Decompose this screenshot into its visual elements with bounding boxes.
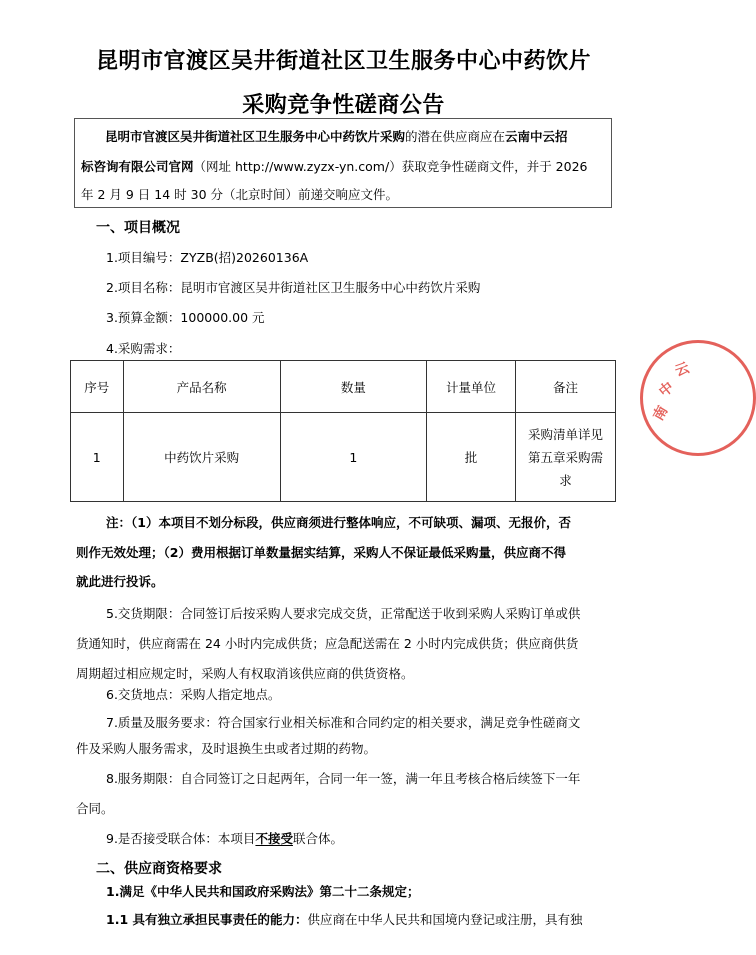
section-heading-overview: 一、项目概况 [96,220,180,236]
procurement-needs-label: 4.采购需求： [106,341,181,356]
quality-line1: 7.质量及服务要求：符合国家行业相关标准和合同约定的相关要求，满足竞争性磋商文 [106,715,581,730]
delivery-period-line1: 5.交货期限：合同签订后按采购人要求完成交货，正常配送于收到采购人采购订单或供 [106,606,581,621]
header-unit: 计量单位 [427,361,516,413]
notice-box [74,118,612,208]
quality-line2: 件及采购人服务需求，及时退换生虫或者过期的药物。 [76,741,377,756]
cell-qty: 1 [280,413,426,502]
cell-remark [516,413,616,502]
cell-unit: 批 [427,413,516,502]
notice-line1 [105,127,568,145]
notice-agency-site: 标咨询有限公司官网 [81,159,194,174]
notice-project-name: 昆明市官渡区吴井街道社区卫生服务中心中药饮片采购 [105,129,406,144]
document-title-line2: 采购竞争性磋商公告 [242,93,445,118]
seal-char: 南 [650,403,672,424]
header-remark: 备注 [516,361,616,413]
consortium-line [106,829,343,847]
delivery-period-line3: 周期超过相应规定时，采购人有权取消该供应商的供货资格。 [76,666,414,681]
consortium-post: 联合体。 [292,831,343,846]
document-title-line1: 昆明市官渡区吴井街道社区卫生服务中心中药饮片 [95,49,591,74]
notice-line3: 年 2 月 9 日 14 时 30 分（北京时间）前递交响应文件。 [81,187,399,202]
note-line2: 则作无效处理；（2）费用根据订单数量据实结算，采购人不保证最低采购量，供应商不得 [76,545,566,560]
table-header-row [71,361,616,413]
service-period-line2: 合同。 [76,801,114,816]
note-line3: 就此进行投诉。 [76,574,164,589]
header-qty: 数量 [280,361,426,413]
notice-agency-name: 云南中云招 [505,129,568,144]
consortium-pre: 9.是否接受联合体：本项目 [106,831,256,846]
notice-text: 的潜在供应商应在 [405,129,506,144]
notice-line2 [81,157,587,175]
qualification-req1: 1.满足《中华人民共和国政府采购法》第二十二条规定； [106,884,420,899]
consortium-not-accepted: 不接受 [255,831,293,846]
seal-char: 云 [673,360,692,380]
req1-1-bold: 1.1 具有独立承担民事责任的能力： [106,912,308,927]
header-no: 序号 [71,361,124,413]
service-period-line1: 8.服务期限：自合同签订之日起两年，合同一年一签，满一年且考核合格后续签下一年 [106,771,581,786]
official-seal-stamp [640,340,756,456]
project-number: 1.项目编号：ZYZB(招)20260136A [106,250,309,265]
qualification-req1-1 [106,910,583,928]
remark-line3: 求 [559,472,572,488]
project-name: 2.项目名称：昆明市官渡区吴井街道社区卫生服务中心中药饮片采购 [106,280,481,295]
seal-char: 中 [656,379,678,401]
budget-amount: 3.预算金额：100000.00 元 [106,310,265,325]
table-row [71,413,616,502]
remark-line1: 采购清单详见 [528,426,604,442]
header-product: 产品名称 [123,361,280,413]
cell-no: 1 [71,413,124,502]
delivery-period-line2: 货通知时，供应商需在 24 小时内完成供货；应急配送需在 2 小时内完成供货；供应商供货 [76,636,579,651]
remark-line2: 第五章采购需 [528,449,604,465]
cell-product: 中药饮片采购 [123,413,280,502]
note-line1: 注：（1）本项目不划分标段，供应商须进行整体响应，不可缺项、漏项、无报价，否 [106,515,571,530]
requirements-table [70,360,616,502]
delivery-location: 6.交货地点：采购人指定地点。 [106,687,281,702]
notice-website-text: （网址 http://www.zyzx-yn.com/）获取竞争性磋商文件，并于 2026 [193,159,588,174]
section-heading-qualification: 二、供应商资格要求 [96,861,222,877]
req1-1-text: 供应商在中华人民共和国境内登记或注册，具有独 [307,912,583,927]
